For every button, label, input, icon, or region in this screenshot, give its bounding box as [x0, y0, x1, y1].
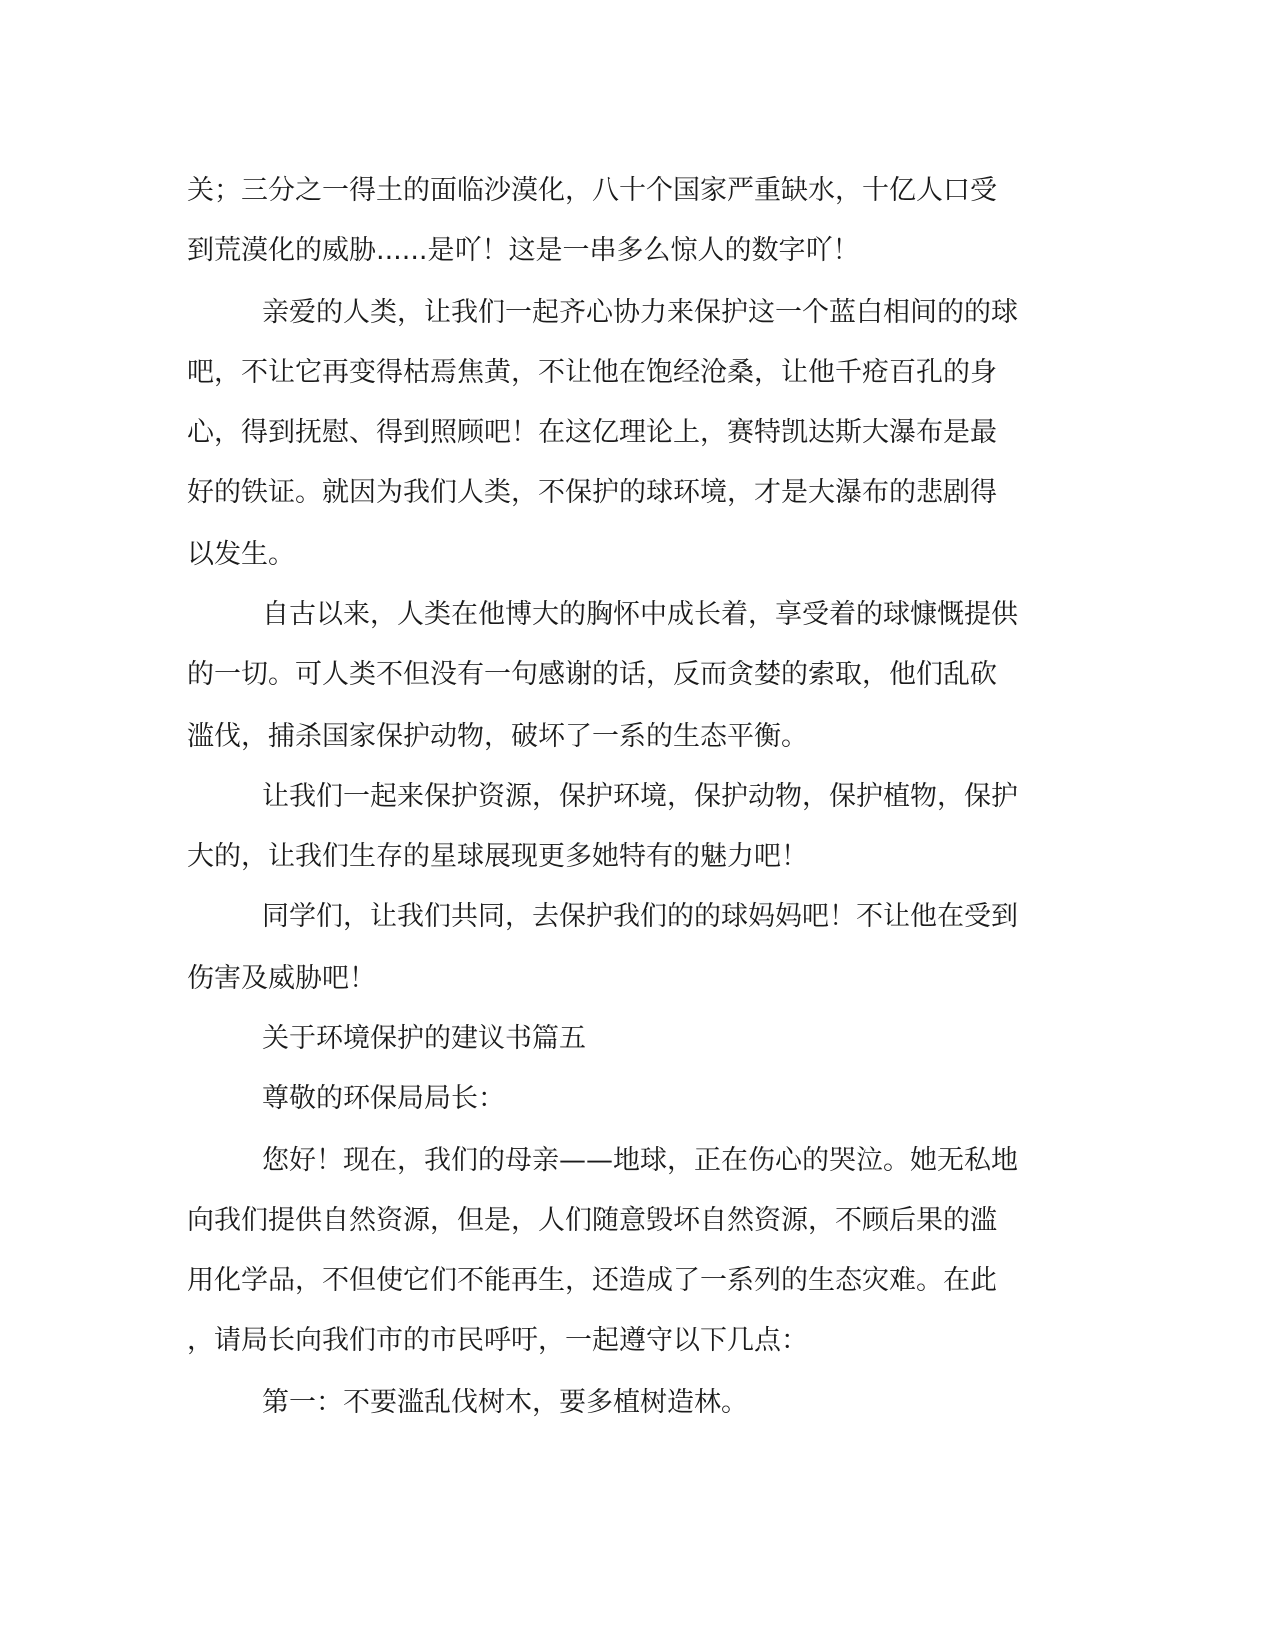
- paragraph-line: 让我们一起来保护资源，保护环境，保护动物，保护植物，保护: [262, 781, 1018, 812]
- paragraph-line: 用化学品，不但使它们不能再生，还造成了一系列的生态灾难。在此: [187, 1265, 997, 1296]
- paragraph-line: 的一切。可人类不但没有一句感谢的话，反而贪婪的索取，他们乱砍: [187, 659, 997, 690]
- paragraph-line: ，请局长向我们市的市民呼吁，一起遵守以下几点：: [187, 1325, 808, 1356]
- paragraph-line: 您好！现在，我们的母亲——地球，正在伤心的哭泣。她无私地: [262, 1145, 1018, 1176]
- paragraph-line: 心，得到抚慰、得到照顾吧！在这亿理论上，赛特凯达斯大瀑布是最: [187, 417, 997, 448]
- paragraph-line: 同学们，让我们共同，去保护我们的的球妈妈吧！不让他在受到: [262, 901, 1018, 932]
- letter-salutation: 尊敬的环保局局长：: [262, 1083, 505, 1114]
- paragraph-line: 关；三分之一得土的面临沙漠化，八十个国家严重缺水，十亿人口受: [187, 175, 997, 206]
- paragraph-line: 自古以来，人类在他博大的胸怀中成长着，享受着的球慷慨提供: [262, 599, 1018, 630]
- paragraph-line: 伤害及威胁吧！: [187, 963, 376, 994]
- paragraph-line: 好的铁证。就因为我们人类，不保护的球环境，才是大瀑布的悲剧得: [187, 477, 997, 508]
- paragraph-line: 以发生。: [187, 539, 295, 570]
- paragraph-line: 大的，让我们生存的星球展现更多她特有的魅力吧！: [187, 841, 808, 872]
- section-heading: 关于环境保护的建议书篇五: [262, 1023, 586, 1054]
- paragraph-line: 第一：不要滥乱伐树木，要多植树造林。: [262, 1387, 748, 1418]
- paragraph-line: 吧，不让它再变得枯焉焦黄，不让他在饱经沧桑，让他千疮百孔的身: [187, 357, 997, 388]
- paragraph-line: 亲爱的人类，让我们一起齐心协力来保护这一个蓝白相间的的球: [262, 297, 1018, 328]
- paragraph-line: 滥伐，捕杀国家保护动物，破坏了一系的生态平衡。: [187, 721, 808, 752]
- paragraph-line: 到荒漠化的威胁......是吖！这是一串多么惊人的数字吖！: [187, 235, 860, 266]
- paragraph-line: 向我们提供自然资源，但是，人们随意毁坏自然资源，不顾后果的滥: [187, 1205, 997, 1236]
